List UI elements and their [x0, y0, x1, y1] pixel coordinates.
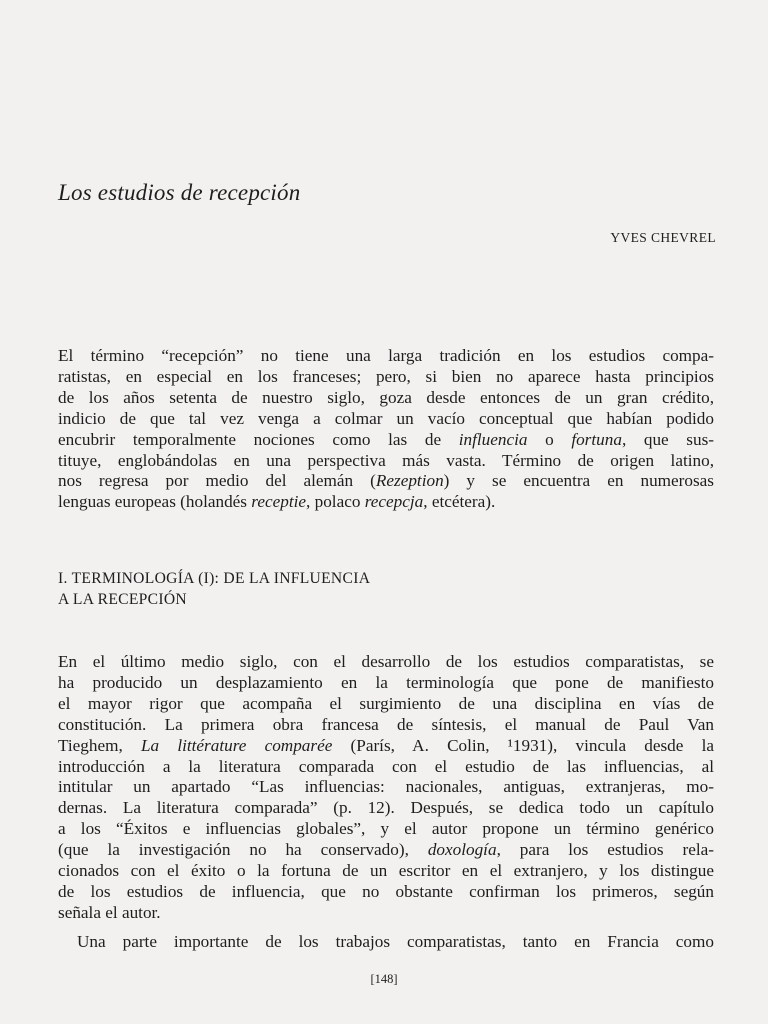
- text-line: Una parte importante de los trabajos comparatistas, tanto en Francia como: [77, 932, 714, 951]
- text-line: de los estudios de influencia, que no obstante confirman los primeros, según: [58, 881, 714, 901]
- text-line: intitular un apartado “Las influencias: nacionales, antiguas, extranjeras, mo-: [58, 777, 714, 797]
- text-line: En el último medio siglo, con el desarrollo de los estudios comparatistas, se: [58, 652, 714, 671]
- text-line: el mayor rigor que acompaña el surgimiento de una disciplina en vías de: [58, 693, 714, 713]
- text-line: constitución. La primera obra francesa de síntesis, el manual de Paul Van: [58, 714, 714, 734]
- page-number: [148]: [370, 972, 398, 986]
- text-line: ha producido un desplazamiento en la terminología que pone de manifiesto: [58, 672, 714, 692]
- text-line: señala el autor.: [58, 902, 161, 922]
- section-heading-line-1: I. TERMINOLOGÍA (I): DE LA INFLUENCIA: [58, 570, 371, 587]
- section-paragraph: [58, 652, 714, 924]
- text-line: nos regresa por medio del alemán (Rezeption) y se encuentra en numerosas: [58, 471, 714, 491]
- text-line: de los años setenta de nuestro siglo, goza desde entonces de un gran crédito,: [58, 387, 714, 407]
- intro-paragraph: [58, 346, 714, 513]
- text-line: cionados con el éxito o la fortuna de un escritor en el extranjero, y los distingue: [58, 861, 714, 881]
- section-heading: [58, 569, 370, 611]
- text-line: introducción a la literatura comparada con el estudio de las influencias, al: [58, 756, 714, 776]
- continuation-paragraph: [58, 932, 714, 953]
- text-line: indicio de que tal vez venga a colmar un vacío conceptual que habían podido: [58, 408, 714, 428]
- text-line: (que la investigación no ha conservado), doxología, para los estudios rela-: [58, 840, 714, 860]
- text-line: a los “Éxitos e influencias globales”, y el autor propone un término genérico: [58, 819, 714, 839]
- text-line: encubrir temporalmente nociones como las de influencia o fortuna, que sus-: [58, 429, 715, 449]
- text-line: ratistas, en especial en los franceses; pero, si bien no aparece hasta principios: [58, 366, 714, 386]
- text-line: lenguas europeas (holandés receptie, polaco recepcja, etcétera).: [58, 492, 496, 512]
- section-heading-line-2: A LA RECEPCIÓN: [58, 590, 187, 608]
- chapter-title: Los estudios de recepción: [58, 180, 301, 205]
- text-line: Tieghem, La littérature comparée (París, A. Colin, ¹1931), vincula desde la: [58, 735, 714, 755]
- text-line: El término “recepción” no tiene una larga tradición en los estudios compa-: [58, 346, 714, 365]
- author-name: YVES CHEVREL: [610, 230, 716, 245]
- text-line: dernas. La literatura comparada” (p. 12). Después, se dedica todo un capítulo: [58, 798, 714, 818]
- text-line: tituye, englobándolas en una perspectiva más vasta. Término de origen latino,: [58, 450, 714, 470]
